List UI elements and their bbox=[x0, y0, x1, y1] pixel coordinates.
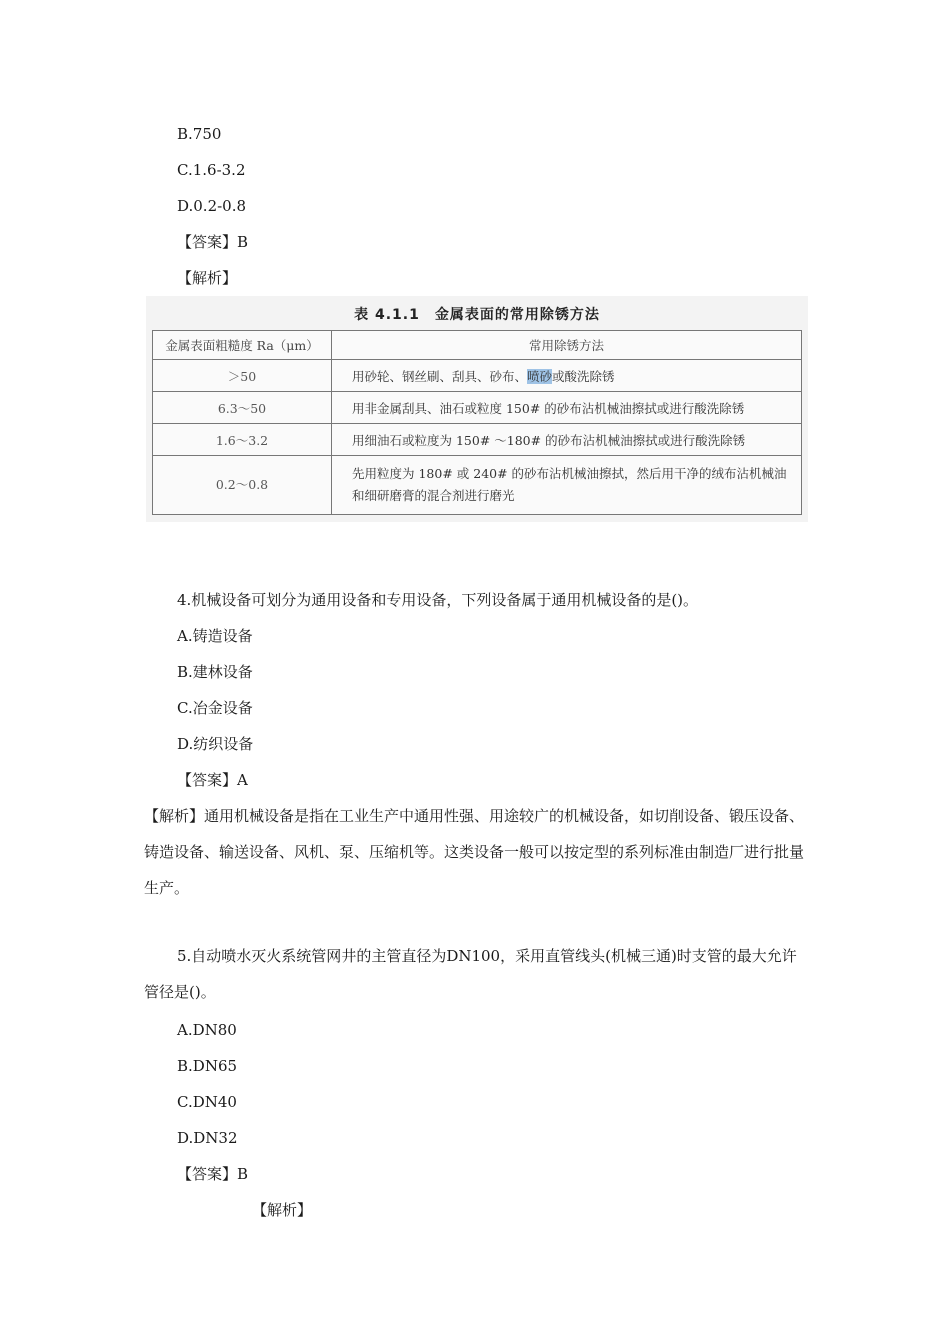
q3-option-d: D.0.2-0.8 bbox=[177, 197, 247, 215]
q4-option-b: B.建林设备 bbox=[177, 663, 253, 681]
cell-method: 用非金属刮具、油石或粒度 150# 的砂布沾机械油擦拭或进行酸洗除锈 bbox=[332, 392, 802, 424]
q4-option-d: D.纺织设备 bbox=[177, 735, 254, 753]
table-row bbox=[153, 456, 802, 515]
table-row bbox=[153, 360, 802, 392]
q5-analysis-label: 【解析】 bbox=[252, 1201, 313, 1219]
cell-roughness: 1.6～3.2 bbox=[153, 424, 332, 456]
table-header-row bbox=[153, 331, 802, 360]
table-title: 表 4.1.1 金属表面的常用除锈方法 bbox=[354, 307, 600, 323]
table-row bbox=[153, 424, 802, 456]
q3-option-b: B.750 bbox=[177, 125, 222, 143]
q5-option-a: A.DN80 bbox=[177, 1021, 237, 1039]
q3-analysis-label: 【解析】 bbox=[177, 269, 238, 287]
q4-analysis: 【解析】通用机械设备是指在工业生产中通用性强、用途较广的机械设备，如切削设备、锻压设备、铸造设备、输送设备、风机、泵、压缩机等。这类设备一般可以按定型的系列标准由制造厂进行批量生产。 bbox=[144, 807, 805, 897]
q4-option-a: A.铸造设备 bbox=[177, 627, 253, 645]
rust-removal-table-figure bbox=[146, 296, 808, 522]
table-row bbox=[153, 392, 802, 424]
q4-option-c: C.冶金设备 bbox=[177, 699, 253, 717]
cell-method: 先用粒度为 180# 或 240# 的砂布沾机械油擦拭，然后用干净的绒布沾机械油和细研磨膏的混合剂进行磨光 bbox=[332, 456, 802, 515]
q5-answer: 【答案】B bbox=[177, 1165, 249, 1183]
method-text-rest: 或酸洗除锈 bbox=[552, 368, 615, 384]
cell-roughness: 6.3～50 bbox=[153, 392, 332, 424]
header-method: 常用除锈方法 bbox=[332, 331, 802, 360]
q5-option-c: C.DN40 bbox=[177, 1093, 237, 1111]
q4-answer: 【答案】A bbox=[177, 771, 248, 789]
q3-answer: 【答案】B bbox=[177, 233, 249, 251]
q3-option-c: C.1.6-3.2 bbox=[177, 161, 246, 179]
header-roughness: 金属表面粗糙度 Ra（μm） bbox=[153, 331, 332, 360]
q5-option-d: D.DN32 bbox=[177, 1129, 238, 1147]
method-text: 用砂轮、钢丝刷、刮具、砂布、 bbox=[352, 368, 528, 384]
cell-method bbox=[332, 360, 802, 392]
cell-roughness: 0.2～0.8 bbox=[153, 456, 332, 515]
q5-option-b: B.DN65 bbox=[177, 1057, 238, 1075]
highlighted-text: 喷砂 bbox=[527, 368, 553, 384]
q5-question: 5.自动喷水灭火系统管网井的主管直径为DN100，采用直管线头(机械三通)时支管的最大允许管径是()。 bbox=[144, 947, 797, 1001]
cell-roughness: ＞50 bbox=[153, 360, 332, 392]
cell-method: 用细油石或粒度为 150# ～180# 的砂布沾机械油擦拭或进行酸洗除锈 bbox=[332, 424, 802, 456]
q4-question: 4.机械设备可划分为通用设备和专用设备，下列设备属于通用机械设备的是()。 bbox=[177, 591, 699, 609]
rust-removal-table bbox=[152, 330, 802, 515]
